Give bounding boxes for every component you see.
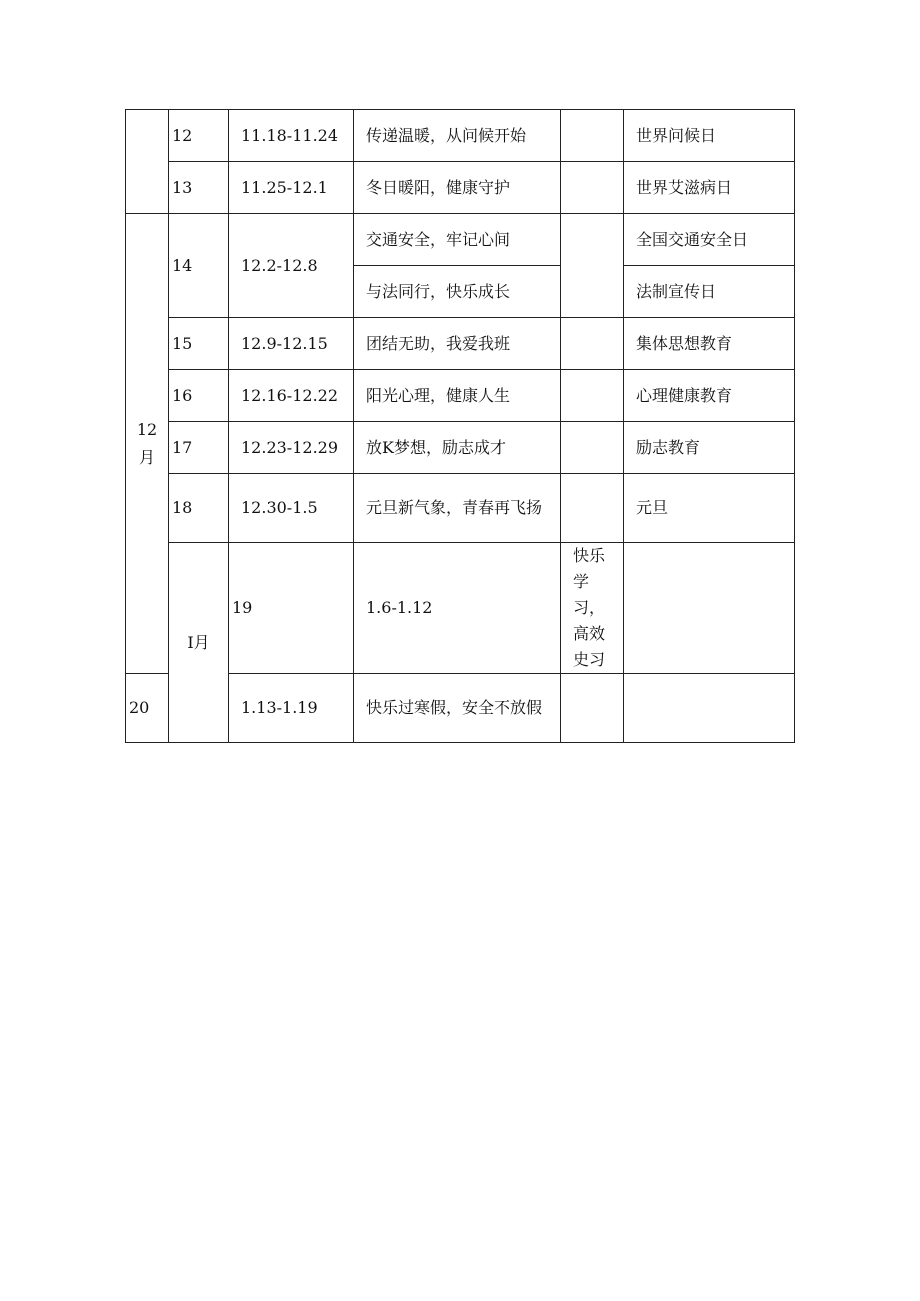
- theme-cell: 阳光心理，健康人生: [354, 370, 561, 422]
- note-cell: [561, 318, 624, 370]
- theme-cell: 团结无助，我爱我班: [354, 318, 561, 370]
- month-cell-november: [126, 110, 169, 214]
- week-number: 16: [169, 370, 229, 422]
- note-cell: [561, 674, 624, 743]
- theme-cell: 元旦新气象，青春再飞扬: [354, 474, 561, 543]
- event-cell: 集体思想教育: [624, 318, 795, 370]
- week-number: 12: [169, 110, 229, 162]
- event-cell: 励志教育: [624, 422, 795, 474]
- date-range: 12.2-12.8: [229, 214, 354, 318]
- note-cell: [561, 474, 624, 543]
- event-cell: 法制宣传日: [624, 266, 795, 318]
- date-range: 1.6-1.12: [354, 543, 561, 674]
- week-number: 15: [169, 318, 229, 370]
- theme-cell: 交通安全，牢记心间: [354, 214, 561, 266]
- table-row: [126, 110, 795, 162]
- table-row: [126, 543, 795, 674]
- month-label: 12 月: [136, 419, 158, 467]
- table-row: [126, 370, 795, 422]
- event-cell: 世界艾滋病日: [624, 162, 795, 214]
- date-range: 12.16-12.22: [229, 370, 354, 422]
- date-range: 11.18-11.24: [229, 110, 354, 162]
- table-row: [126, 162, 795, 214]
- table-row: [126, 214, 795, 266]
- week-number: 20: [126, 674, 169, 743]
- theme-cell: 冬日暖阳，健康守护: [354, 162, 561, 214]
- date-range: 1.13-1.19: [229, 674, 354, 743]
- week-number: 14: [169, 214, 229, 318]
- date-range: 12.30-1.5: [229, 474, 354, 543]
- theme-cell: 与法同行，快乐成长: [354, 266, 561, 318]
- theme-cell: 放K梦想，励志成才: [354, 422, 561, 474]
- month-cell-december: [126, 214, 169, 674]
- note-cell: [561, 162, 624, 214]
- month-cell-january: I月: [169, 543, 229, 743]
- note-cell: [561, 214, 624, 318]
- table-row: [126, 318, 795, 370]
- note-cell: [561, 422, 624, 474]
- date-range: 12.23-12.29: [229, 422, 354, 474]
- event-cell: 心理健康教育: [624, 370, 795, 422]
- event-cell: 全国交通安全日: [624, 214, 795, 266]
- theme-cell: 快乐过寒假，安全不放假: [354, 674, 561, 743]
- note-cell: [561, 370, 624, 422]
- event-cell: [624, 674, 795, 743]
- weekly-schedule-table: [125, 109, 795, 743]
- note-cell: [561, 110, 624, 162]
- table-row: [126, 474, 795, 543]
- week-number: 19: [229, 543, 354, 674]
- week-number: 17: [169, 422, 229, 474]
- note-cell: [624, 543, 795, 674]
- event-cell: 世界问候日: [624, 110, 795, 162]
- date-range: 11.25-12.1: [229, 162, 354, 214]
- theme-cell: 快乐学习，高效史习: [561, 543, 624, 674]
- event-cell: 元旦: [624, 474, 795, 543]
- date-range: 12.9-12.15: [229, 318, 354, 370]
- table-row: [126, 422, 795, 474]
- week-number: 13: [169, 162, 229, 214]
- week-number: 18: [169, 474, 229, 543]
- theme-cell: 传递温暖，从问候开始: [354, 110, 561, 162]
